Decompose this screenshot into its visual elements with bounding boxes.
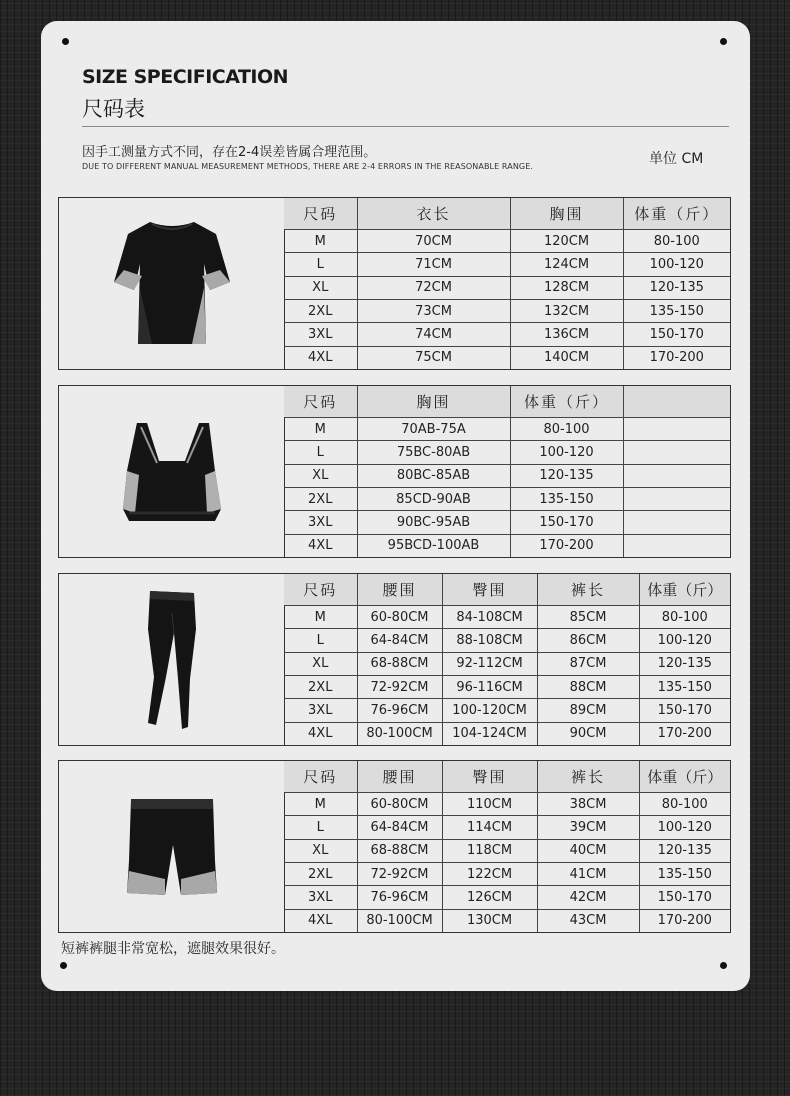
- product-image-cell: [59, 386, 285, 557]
- weight-cell: 80-100: [639, 605, 730, 628]
- table-row: [284, 253, 730, 276]
- hip-cell: 114CM: [442, 816, 537, 839]
- length-cell: 40CM: [537, 839, 639, 862]
- size-cell: XL: [284, 276, 357, 299]
- table-row: [284, 323, 730, 346]
- col-header: [623, 386, 730, 417]
- length-cell: 41CM: [537, 863, 639, 886]
- shorts-icon: [125, 795, 219, 899]
- table-row: [284, 722, 730, 745]
- chest-cell: 85CD-90AB: [357, 488, 510, 511]
- bra-size-table: [58, 385, 731, 558]
- chest-cell: 140CM: [510, 346, 623, 369]
- size-cell: XL: [284, 464, 357, 487]
- length-cell: 73CM: [357, 300, 510, 323]
- weight-cell: 135-150: [639, 676, 730, 699]
- size-cell: L: [284, 816, 357, 839]
- weight-cell: 135-150: [639, 863, 730, 886]
- weight-cell: 170-200: [510, 534, 623, 557]
- size-chart-card: [41, 21, 750, 991]
- length-cell: 74CM: [357, 323, 510, 346]
- tshirt-icon: [112, 218, 232, 350]
- empty-cell: [623, 511, 730, 534]
- table-row: [284, 652, 730, 675]
- weight-cell: 120-135: [639, 839, 730, 862]
- col-header: 腰围: [357, 574, 442, 605]
- size-grid: [284, 574, 730, 745]
- tshirt-size-table: [58, 197, 731, 370]
- waist-cell: 68-88CM: [357, 839, 442, 862]
- leggings-icon: [142, 589, 202, 731]
- col-header: 体重（斤）: [639, 761, 730, 792]
- table-row: [284, 863, 730, 886]
- size-cell: 3XL: [284, 699, 357, 722]
- table-row: [284, 488, 730, 511]
- table-row: [284, 464, 730, 487]
- weight-cell: 100-120: [639, 629, 730, 652]
- col-header: 体重（斤）: [639, 574, 730, 605]
- shorts-footnote: 短裤裤腿非常宽松，遮腿效果很好。: [61, 941, 285, 957]
- table-row: [284, 816, 730, 839]
- col-header: 体重（斤）: [510, 386, 623, 417]
- hip-cell: 118CM: [442, 839, 537, 862]
- page-title-en: SIZE SPECIFICATION: [82, 66, 289, 88]
- length-cell: 90CM: [537, 722, 639, 745]
- size-cell: 3XL: [284, 886, 357, 909]
- chest-cell: 75BC-80AB: [357, 441, 510, 464]
- length-cell: 71CM: [357, 253, 510, 276]
- table-row: [284, 229, 730, 252]
- col-header: 臀围: [442, 761, 537, 792]
- size-cell: M: [284, 792, 357, 815]
- length-cell: 39CM: [537, 816, 639, 839]
- measurement-note-cn: 因手工测量方式不同，存在2-4误差皆属合理范围。: [82, 145, 377, 160]
- size-cell: 3XL: [284, 511, 357, 534]
- size-cell: 2XL: [284, 676, 357, 699]
- size-cell: M: [284, 417, 357, 440]
- weight-cell: 120-135: [510, 464, 623, 487]
- size-grid: [284, 386, 730, 557]
- table-row: [284, 276, 730, 299]
- table-row: [284, 441, 730, 464]
- weight-cell: 100-120: [639, 816, 730, 839]
- table-row: [284, 511, 730, 534]
- weight-cell: 170-200: [649, 350, 704, 366]
- waist-cell: 64-84CM: [357, 629, 442, 652]
- length-cell: 87CM: [537, 652, 639, 675]
- weight-cell: 120-135: [639, 652, 730, 675]
- weight-cell: 120-135: [623, 276, 730, 299]
- chest-cell: 132CM: [510, 300, 623, 323]
- table-row: [284, 909, 730, 932]
- length-cell: 89CM: [537, 699, 639, 722]
- table-row: [284, 417, 730, 440]
- table-row: [284, 676, 730, 699]
- weight-cell: 150-170: [623, 323, 730, 346]
- size-cell: 2XL: [284, 488, 357, 511]
- waist-cell: 64-84CM: [357, 816, 442, 839]
- waist-cell: 68-88CM: [357, 652, 442, 675]
- measurement-note-en: DUE TO DIFFERENT MANUAL MEASUREMENT METHODS, THERE ARE 2-4 ERRORS IN THE REASONABLE RANGE.: [82, 162, 533, 171]
- shorts-size-table: [58, 760, 731, 933]
- product-image-cell: [59, 198, 285, 369]
- size-cell: 4XL: [284, 346, 357, 369]
- length-cell: 42CM: [537, 886, 639, 909]
- waist-cell: 80-100CM: [357, 722, 442, 745]
- waist-cell: 76-96CM: [357, 699, 442, 722]
- waist-cell: 60-80CM: [357, 605, 442, 628]
- size-cell: M: [284, 605, 357, 628]
- chest-cell: 80BC-85AB: [357, 464, 510, 487]
- table-row: [284, 605, 730, 628]
- col-header: 腰围: [357, 761, 442, 792]
- empty-cell: [623, 417, 730, 440]
- empty-cell: [623, 534, 730, 557]
- weight-cell: 150-170: [639, 699, 730, 722]
- waist-cell: 60-80CM: [357, 792, 442, 815]
- col-header: 裤长: [537, 761, 639, 792]
- waist-cell: 72-92CM: [357, 676, 442, 699]
- weight-cell: 135-150: [510, 488, 623, 511]
- table-row: [284, 839, 730, 862]
- size-grid: [284, 761, 730, 932]
- length-cell: 70CM: [357, 229, 510, 252]
- table-row: [284, 300, 730, 323]
- empty-cell: [623, 488, 730, 511]
- size-cell: XL: [284, 652, 357, 675]
- divider: [82, 126, 729, 127]
- weight-cell: 170-200: [657, 726, 712, 742]
- col-header: 尺码: [284, 386, 357, 417]
- chest-cell: 95BCD-100AB: [357, 534, 510, 557]
- size-cell: 4XL: [284, 722, 357, 745]
- chest-cell: 70AB-75A: [357, 417, 510, 440]
- table-row: [284, 792, 730, 815]
- length-cell: 85CM: [537, 605, 639, 628]
- length-cell: 86CM: [537, 629, 639, 652]
- hip-cell: 104-124CM: [442, 722, 537, 745]
- col-header: 裤长: [537, 574, 639, 605]
- length-cell: 88CM: [537, 676, 639, 699]
- hip-cell: 122CM: [442, 863, 537, 886]
- size-cell: L: [284, 629, 357, 652]
- size-cell: 4XL: [284, 909, 357, 932]
- size-cell: 2XL: [284, 863, 357, 886]
- col-header: 胸围: [357, 386, 510, 417]
- col-header: 尺码: [284, 761, 357, 792]
- col-header: 衣长: [357, 198, 510, 229]
- leggings-size-table: [58, 573, 731, 746]
- weight-cell: 135-150: [623, 300, 730, 323]
- waist-cell: 76-96CM: [357, 886, 442, 909]
- weight-cell: 100-120: [510, 441, 623, 464]
- sports-bra-icon: [117, 417, 227, 527]
- size-cell: 3XL: [284, 323, 357, 346]
- hip-cell: 110CM: [442, 792, 537, 815]
- page-title-cn: 尺码表: [82, 97, 145, 121]
- table-row: [284, 346, 730, 369]
- corner-dot: [720, 962, 727, 969]
- weight-cell: 150-170: [639, 886, 730, 909]
- corner-dot: [720, 38, 727, 45]
- weight-cell: 150-170: [510, 511, 623, 534]
- chest-cell: 128CM: [510, 276, 623, 299]
- product-image-cell: [59, 761, 285, 932]
- size-cell: L: [284, 441, 357, 464]
- size-cell: 4XL: [284, 534, 357, 557]
- col-header: 尺码: [284, 574, 357, 605]
- hip-cell: 84-108CM: [442, 605, 537, 628]
- col-header: 尺码: [284, 198, 357, 229]
- size-grid: [284, 198, 730, 369]
- table-row: [284, 534, 730, 557]
- length-cell: 75CM: [357, 346, 510, 369]
- size-cell: 2XL: [284, 300, 357, 323]
- table-row: [284, 699, 730, 722]
- weight-cell: 80-100: [623, 229, 730, 252]
- hip-cell: 126CM: [442, 886, 537, 909]
- empty-cell: [623, 441, 730, 464]
- size-cell: XL: [284, 839, 357, 862]
- corner-dot: [62, 38, 69, 45]
- size-cell: L: [284, 253, 357, 276]
- col-header: 胸围: [510, 198, 623, 229]
- product-image-cell: [59, 574, 285, 745]
- col-header: 臀围: [442, 574, 537, 605]
- chest-cell: 90BC-95AB: [357, 511, 510, 534]
- weight-cell: 100-120: [623, 253, 730, 276]
- length-cell: 38CM: [537, 792, 639, 815]
- unit-label: 单位 CM: [649, 151, 704, 167]
- waist-cell: 72-92CM: [357, 863, 442, 886]
- hip-cell: 96-116CM: [442, 676, 537, 699]
- corner-dot: [60, 962, 67, 969]
- weight-cell: 80-100: [639, 792, 730, 815]
- length-cell: 43CM: [537, 909, 639, 932]
- weight-cell: 80-100: [510, 417, 623, 440]
- length-cell: 72CM: [357, 276, 510, 299]
- table-row: [284, 629, 730, 652]
- chest-cell: 124CM: [510, 253, 623, 276]
- col-header: 体重（斤）: [623, 198, 730, 229]
- hip-cell: 88-108CM: [442, 629, 537, 652]
- hip-cell: 92-112CM: [442, 652, 537, 675]
- hip-cell: 100-120CM: [442, 699, 537, 722]
- table-row: [284, 886, 730, 909]
- empty-cell: [623, 464, 730, 487]
- chest-cell: 136CM: [510, 323, 623, 346]
- waist-cell: 80-100CM: [357, 909, 442, 932]
- chest-cell: 120CM: [510, 229, 623, 252]
- size-cell: M: [284, 229, 357, 252]
- weight-cell: 170-200: [657, 913, 712, 929]
- hip-cell: 130CM: [442, 909, 537, 932]
